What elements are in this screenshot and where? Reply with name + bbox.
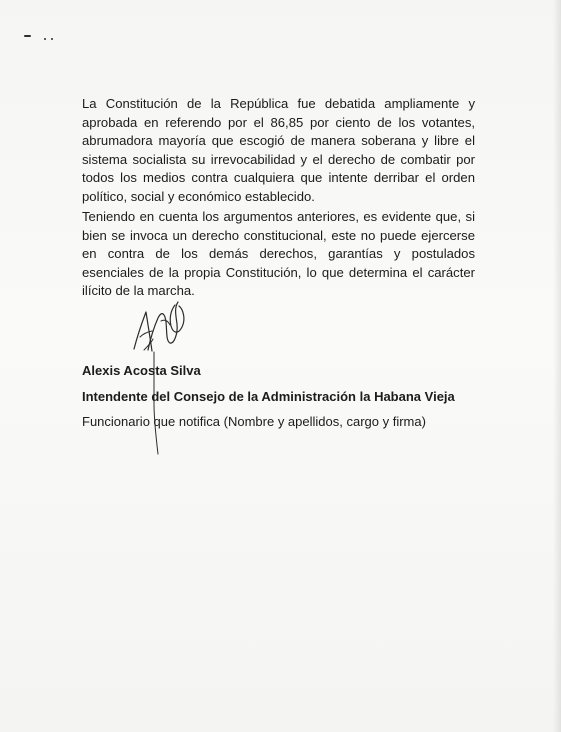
corner-dash-mark <box>24 35 31 37</box>
signer-name: Alexis Acosta Silva <box>82 363 201 378</box>
signer-role: Intendente del Consejo de la Administración la Habana Vieja <box>82 389 455 404</box>
body-paragraph-1: La Constitución de la República fue debatida ampliamente y aprobada en referendo por el 86,85 por ciento de los votantes, abrumadora mayoría que escogió de manera soberana y libre el sistema socialista su irrevocabilidad y el derecho de combatir por todos los medios contra cualquiera que intente derribar el orden político, social y económico establecido. <box>82 96 475 204</box>
corner-dot-mark <box>51 38 53 40</box>
corner-dot-mark <box>44 38 46 40</box>
signature-caption: Funcionario que notifica (Nombre y apellidos, cargo y firma) <box>82 414 426 429</box>
corner-marks <box>24 30 74 42</box>
signature-block <box>82 362 502 431</box>
body-paragraph-2: Teniendo en cuenta los argumentos anteriores, es evidente que, si bien se invoca un derecho constitucional, este no puede ejercerse en contra de los demás derechos, garantías y postulados esenciales de la propia Constitución, lo que determina el carácter ilícito de la marcha. <box>82 209 475 299</box>
page-edge-shadow <box>553 0 561 732</box>
